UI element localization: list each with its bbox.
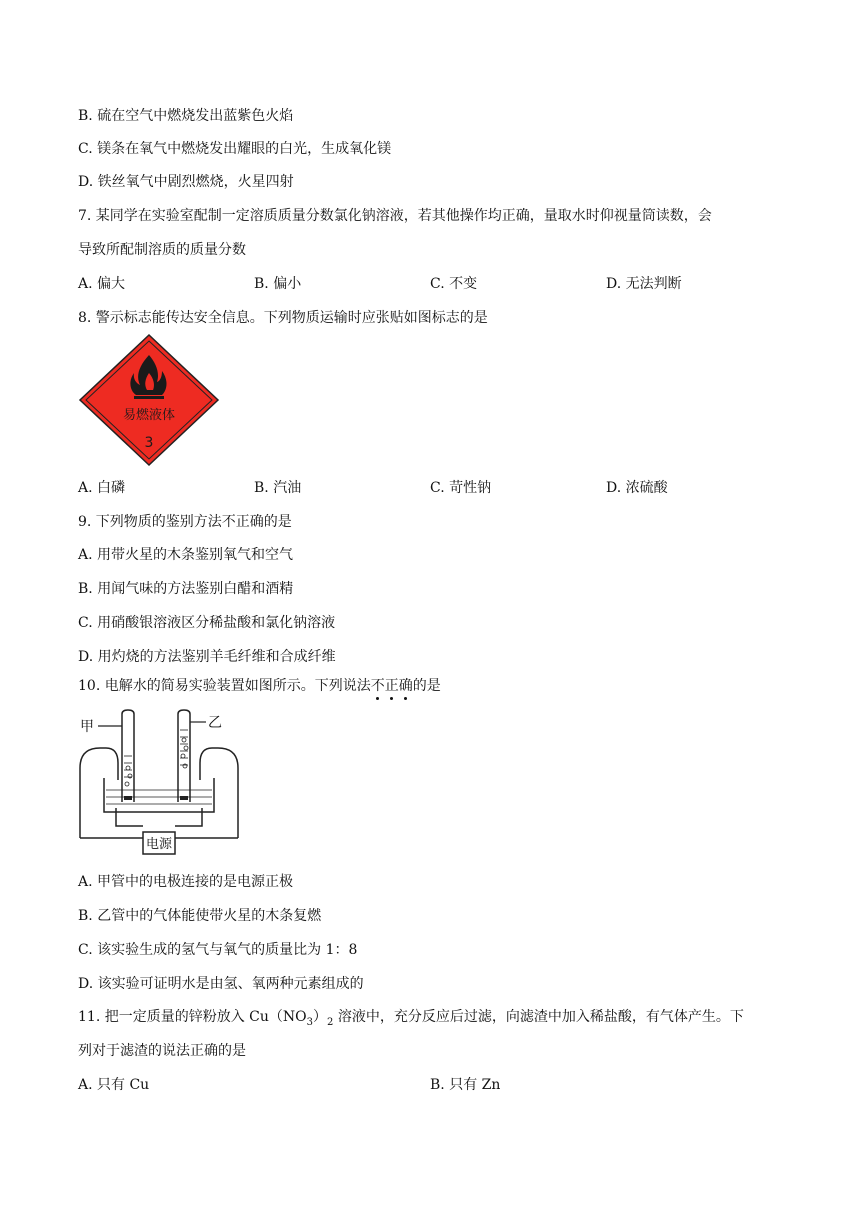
q6-option-c: C. 镁条在氧气中燃烧发出耀眼的白光，生成氧化镁 [78,141,392,157]
q9-option-b: B. 用闻气味的方法鉴别白醋和酒精 [78,581,294,597]
q7-option-d: D. 无法判断 [606,276,682,292]
q8-stem: 8. 警示标志能传达安全信息。下列物质运输时应张贴如图标志的是 [78,310,488,326]
q10-stem-post: 的是 [412,678,441,694]
q10-option-d: D. 该实验可证明水是由氢、氧两种元素组成的 [78,976,364,992]
power-source-label: 电源 [145,837,173,852]
q8-option-a: A. 白磷 [78,480,126,496]
q7-option-c: C. 不变 [430,276,478,292]
tube-label-jia: 甲 [80,719,94,735]
q10-stem-emphasis: 不正确 [371,678,413,694]
q11-option-b: B. 只有 Zn [430,1077,501,1093]
q7-stem-line2: 导致所配制溶质的质量分数 [78,242,246,258]
q9-option-a: A. 用带火星的木条鉴别氧气和空气 [78,547,294,563]
tube-label-yi: 乙 [208,715,222,731]
q10-stem-pre: 10. 电解水的简易实验装置如图所示。下列说法 [78,678,371,694]
q8-option-d: D. 浓硫酸 [606,480,668,496]
q9-option-c: C. 用硝酸银溶液区分稀盐酸和氯化钠溶液 [78,615,336,631]
q11-option-a: A. 只有 Cu [78,1077,150,1093]
q7-option-b: B. 偏小 [254,276,302,292]
sign-label: 易燃液体 [122,408,176,423]
flammable-liquid-sign [78,333,220,467]
q10-option-a: A. 甲管中的电极连接的是电源正极 [78,874,294,890]
q10-option-c: C. 该实验生成的氢气与氧气的质量比为 1：8 [78,942,358,958]
q9-stem: 9. 下列物质的鉴别方法不正确的是 [78,514,292,530]
q11-stem-line1: 11. 把一定质量的锌粉放入 $Cu(NO_3)_2$ 溶液中，充分反应后过滤，向滤渣中加入稀盐酸，有气体产生。下 [78,1009,744,1028]
q9-option-d: D. 用灼烧的方法鉴别羊毛纤维和合成纤维 [78,649,336,665]
q7-stem-line1: 7. 某同学在实验室配制一定溶质质量分数氯化钠溶液，若其他操作均正确，量取水时仰视量筒读数，会 [78,208,712,224]
q6-option-b: B. 硫在空气中燃烧发出蓝紫色火焰 [78,108,294,124]
q6-option-d: D. 铁丝氧气中剧烈燃烧，火星四射 [78,174,294,190]
q11-stem-line2: 列对于滤渣的说法正确的是 [78,1043,246,1059]
q10-stem [78,677,441,695]
q8-option-b: B. 汽油 [254,480,302,496]
q10-option-b: B. 乙管中的气体能使带火星的木条复燃 [78,908,322,924]
sign-class: 3 [144,435,154,451]
electrolysis-apparatus [78,708,243,858]
q7-option-a: A. 偏大 [78,276,126,292]
q8-option-c: C. 苛性钠 [430,480,492,496]
